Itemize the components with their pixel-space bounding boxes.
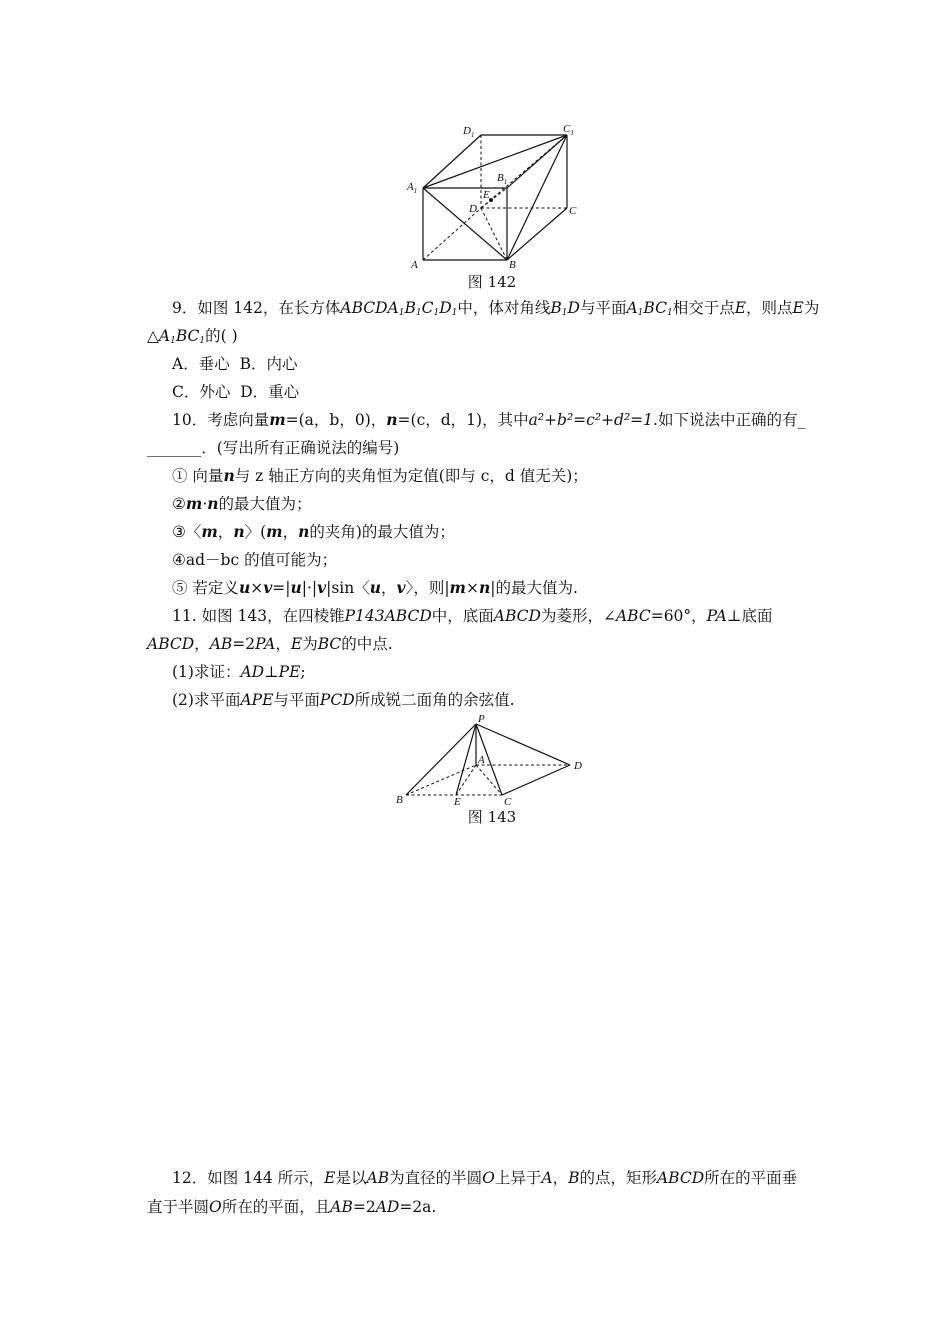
figure-142 xyxy=(405,118,590,278)
q10-line2: _______．(写出所有正确说法的编号) xyxy=(147,439,400,457)
q12-line1: 12．如图 144 所示，E是以AB为直径的半圆O上异于A，B的点，矩形ABCD所在的平面垂 xyxy=(172,1169,798,1187)
q10-statement-1: ① 向量n与 z 轴正方向的夹角恒为定值(即与 c，d 值无关)； xyxy=(172,466,588,485)
label-E: E xyxy=(454,796,461,808)
q11-part1: (1)求证：AD⊥PE; xyxy=(172,663,306,681)
figure-143-caption: 图 143 xyxy=(467,808,517,826)
label-C: C xyxy=(569,205,577,217)
q9-options-row1: A．垂心 B．内心 xyxy=(172,355,298,373)
q10-statement-4: ④ad－bc 的值可能为； xyxy=(172,551,338,569)
label-D1: $D_1$ xyxy=(463,125,475,139)
q11-line1: 11. 如图 143，在四棱锥P143ABCD中，底面ABCD为菱形，∠ABC=60°，PA⊥底面 xyxy=(172,607,773,625)
label-B1: $B_1$ xyxy=(497,172,508,186)
q10-statement-3: ③〈m，n〉(m，n的夹角)的最大值为； xyxy=(172,522,455,541)
q11-line2: ABCD，AB=2PA，E为BC的中点. xyxy=(147,635,393,653)
cuboid-diagram xyxy=(405,118,590,278)
q9-line1: 9．如图 142，在长方体$ABCDA_1B_1C_1D_1$中，体对角线$B_1D$与平面$A_1BC_1$相交于点E，则点E为 xyxy=(172,299,820,318)
q10-statement-2: ②m·n的最大值为； xyxy=(172,494,312,513)
label-E: E xyxy=(483,189,490,201)
q11-part2: (2)求平面APE与平面PCD所成锐二面角的余弦值. xyxy=(172,691,515,709)
q10-statement-5: ⑤ 若定义u×v=|u|·|v|sin〈u，v〉，则|m×n|的最大值为. xyxy=(172,578,578,597)
label-B: B xyxy=(396,794,403,806)
label-C: C xyxy=(504,796,512,808)
label-A: A xyxy=(411,259,418,271)
label-A: A xyxy=(478,754,485,766)
label-D: D xyxy=(469,203,477,215)
label-P: P xyxy=(478,713,485,725)
figure-142-caption: 图 142 xyxy=(467,273,517,291)
q9-options-row2: C．外心 D．重心 xyxy=(172,383,300,401)
pyramid-diagram xyxy=(392,710,602,810)
label-A1: $A_1$ xyxy=(407,181,418,195)
label-B: B xyxy=(509,259,516,271)
q10-line1: 10．考虑向量m=(a，b，0)，n=(c，d，1)，其中a²+b²=c²+d²=1.如下说法中正确的有_ xyxy=(172,410,806,429)
label-D: D xyxy=(574,760,582,772)
label-C1: $C_1$ xyxy=(563,123,574,137)
q9-line2: $\triangle A_1BC_1$的( ) xyxy=(147,327,238,346)
figure-143 xyxy=(392,710,602,810)
q12-line2: 直于半圆O所在的平面，且AB=2AD=2a. xyxy=(147,1198,437,1216)
